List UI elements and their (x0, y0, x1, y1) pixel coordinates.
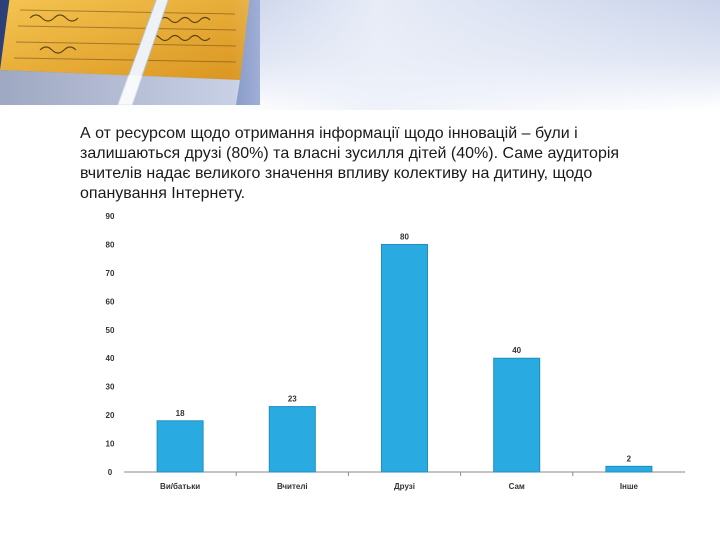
bar-2 (382, 244, 428, 472)
y-tick-label: 80 (105, 240, 115, 250)
y-tick-label: 50 (105, 325, 115, 335)
y-tick-label: 90 (105, 212, 115, 221)
notebook-pen-photo (0, 0, 260, 105)
y-tick-label: 10 (105, 439, 115, 449)
bar-4 (606, 466, 652, 472)
chart-svg (80, 206, 700, 496)
bar-1 (269, 407, 315, 472)
y-axis-ticks (106, 212, 115, 477)
bar-data-label: 18 (175, 408, 185, 418)
x-axis-labels (160, 482, 638, 491)
x-category-label: Друзі (393, 482, 416, 491)
x-category-label: Вчителі (276, 482, 308, 491)
x-axis-tickmarks (236, 472, 573, 476)
bar-data-label: 23 (287, 394, 297, 404)
x-category-label: Інше (619, 482, 638, 491)
y-tick-label: 70 (105, 268, 115, 278)
bar-data-label: 40 (512, 346, 522, 356)
bars-group (157, 244, 652, 472)
slide-paragraph: А от ресурсом щодо отримання інформації щодо інновацій – були і залишаються друзі (80%) та власні зусилля дітей (40%). Саме аудиторія вчителів надає великого значення впливу колективу на дитину, щодо опанування Інтернету. (80, 125, 620, 202)
y-tick-label: 20 (105, 411, 115, 421)
bar-chart (80, 206, 700, 496)
x-category-label: Ви/батьки (160, 482, 201, 491)
bar-data-label: 2 (626, 454, 632, 464)
y-tick-label: 40 (105, 354, 115, 364)
notebook-pen-illustration (0, 0, 260, 105)
bar-3 (494, 358, 540, 472)
y-tick-label: 60 (105, 297, 115, 307)
bar-data-label: 80 (400, 232, 409, 242)
y-tick-label: 0 (107, 468, 113, 477)
header-fade (230, 0, 720, 110)
x-category-label: Сам (508, 482, 525, 491)
bar-0 (157, 421, 203, 472)
y-tick-label: 30 (105, 382, 115, 392)
